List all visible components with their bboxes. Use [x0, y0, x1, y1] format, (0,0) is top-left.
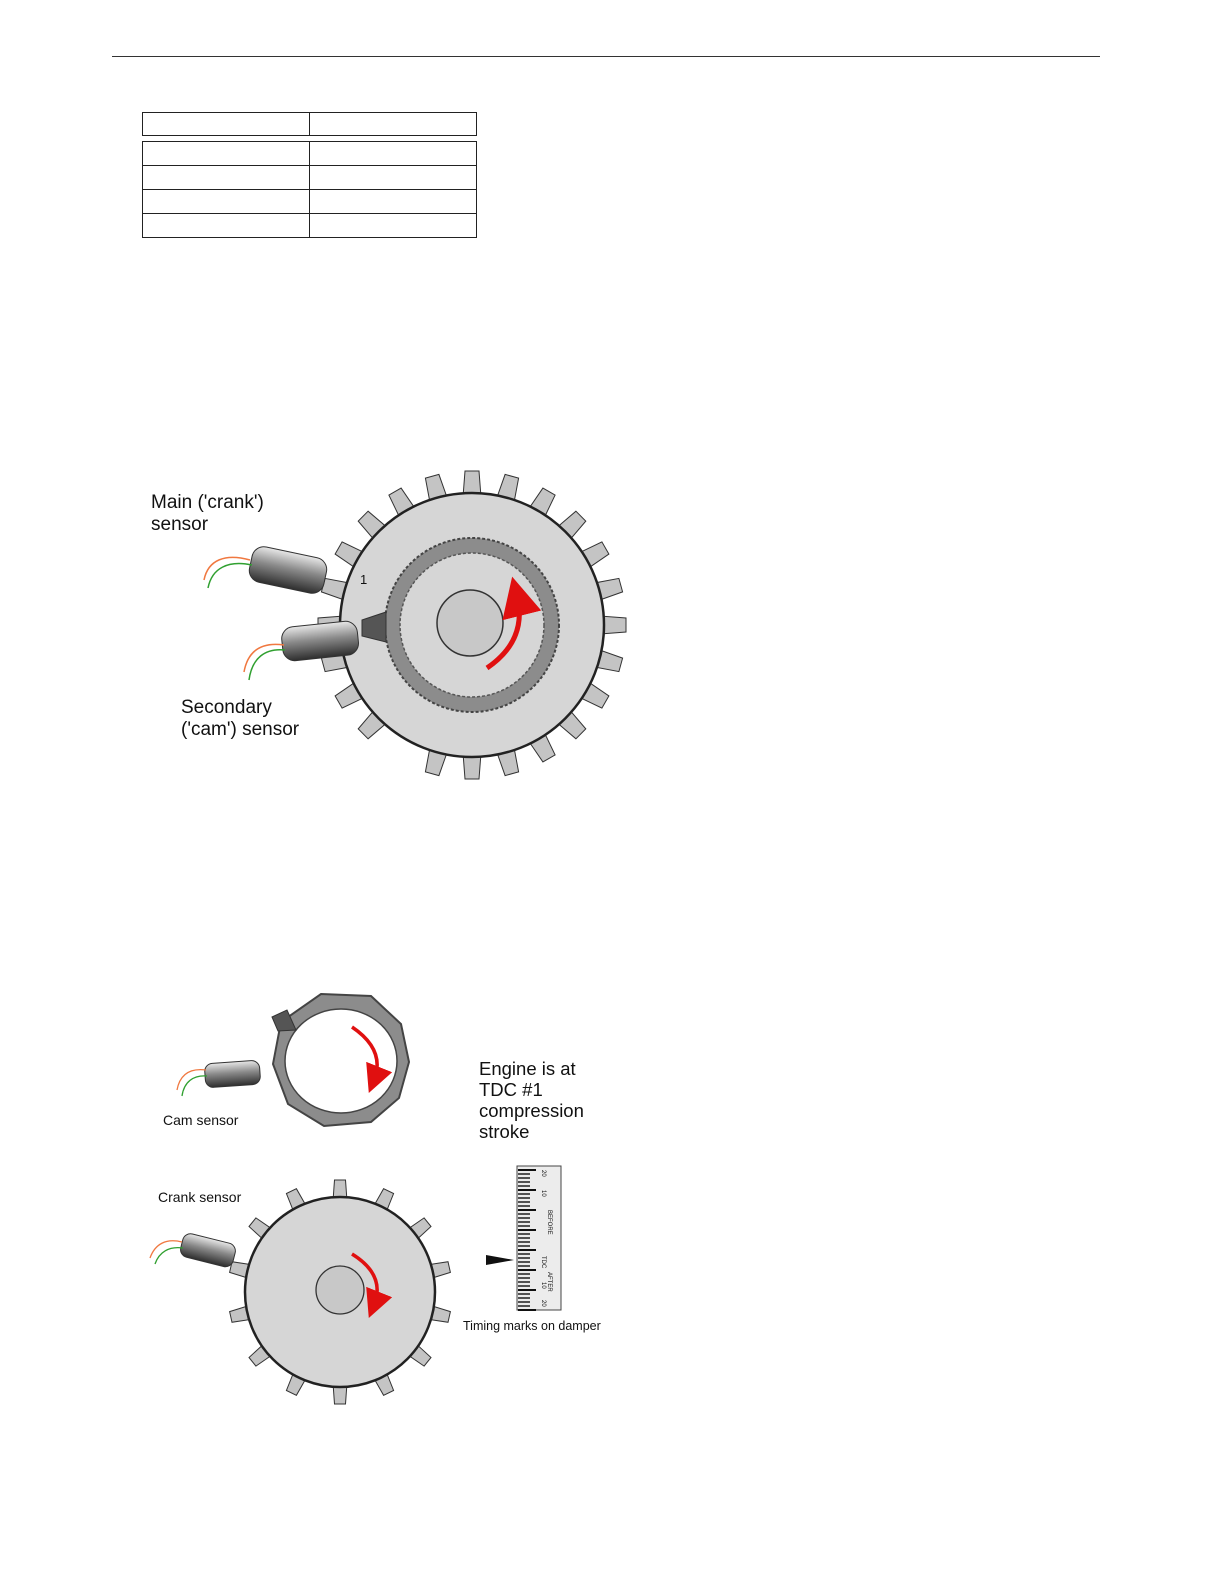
engine-state-line3: compression [479, 1100, 584, 1121]
engine-state-line4: stroke [479, 1121, 530, 1142]
table-cell [143, 142, 310, 166]
hub-icon [437, 590, 503, 656]
main-sensor-label-line1: Main ('crank') [151, 492, 264, 513]
crank-sensor-wire-orange [204, 557, 250, 580]
header-rule [112, 56, 1100, 57]
secondary-sensor-label-line2: ('cam') sensor [181, 719, 300, 740]
cam-sensor-icon [204, 1060, 261, 1088]
crank-sensor-icon [179, 1232, 237, 1268]
table-cell [310, 190, 477, 214]
table-cell [310, 214, 477, 238]
table-cell [310, 166, 477, 190]
engine-state-line1: Engine is at [479, 1058, 576, 1079]
table-cell [143, 190, 310, 214]
crank-sensor-icon [247, 544, 329, 595]
table-header-cell [310, 113, 477, 136]
table-body [142, 141, 477, 238]
cam-sensor-label: Cam sensor [163, 1112, 239, 1128]
table-row [143, 214, 477, 238]
timing-pointer-icon [486, 1255, 514, 1265]
engine-state-line2: TDC #1 [479, 1079, 543, 1100]
tooth-marker: 1 [360, 572, 368, 587]
cam-sensor-icon [281, 620, 360, 662]
crank-sensor-wire-green [155, 1248, 183, 1264]
cam-sensor-wire-orange [244, 644, 284, 672]
table-header-cell [143, 113, 310, 136]
main-sensor-label [151, 492, 269, 535]
engine-state-label [479, 1058, 589, 1142]
cam-ring-hole [285, 1009, 397, 1113]
table-cell [143, 166, 310, 190]
timing-scale-label: BEFORE [546, 1210, 552, 1235]
timing-scale-label: TDC [540, 1256, 546, 1269]
crank-sensor-label: Crank sensor [158, 1189, 242, 1205]
crank-sensor-wire-orange [150, 1241, 182, 1258]
table-cell [143, 214, 310, 238]
timing-scale-label: 10 [540, 1282, 546, 1289]
secondary-sensor-label-line1: Secondary [181, 697, 272, 718]
table-row [143, 142, 477, 166]
crank-sensor-wire-green [208, 564, 252, 588]
figure-crank-cam-sensors [140, 460, 640, 800]
timing-scale-label: 20 [540, 1170, 546, 1177]
table-header [142, 112, 477, 136]
timing-caption: Timing marks on damper [463, 1319, 601, 1333]
timing-marks-scale [517, 1166, 561, 1310]
table-cell [310, 142, 477, 166]
timing-scale-label: AFTER [546, 1272, 552, 1292]
crank-hub-icon [316, 1266, 364, 1314]
timing-scale-label: 20 [540, 1300, 546, 1307]
table-row [143, 190, 477, 214]
main-sensor-label-line2: sensor [151, 514, 209, 535]
table-row [143, 166, 477, 190]
table-header-row [143, 113, 477, 136]
secondary-sensor-label [181, 697, 300, 740]
cam-sensor-wire-green [182, 1076, 207, 1096]
cam-sensor-wire-green [249, 650, 285, 680]
timing-scale-label: 10 [540, 1190, 546, 1197]
figure-tdc-position [140, 980, 620, 1420]
